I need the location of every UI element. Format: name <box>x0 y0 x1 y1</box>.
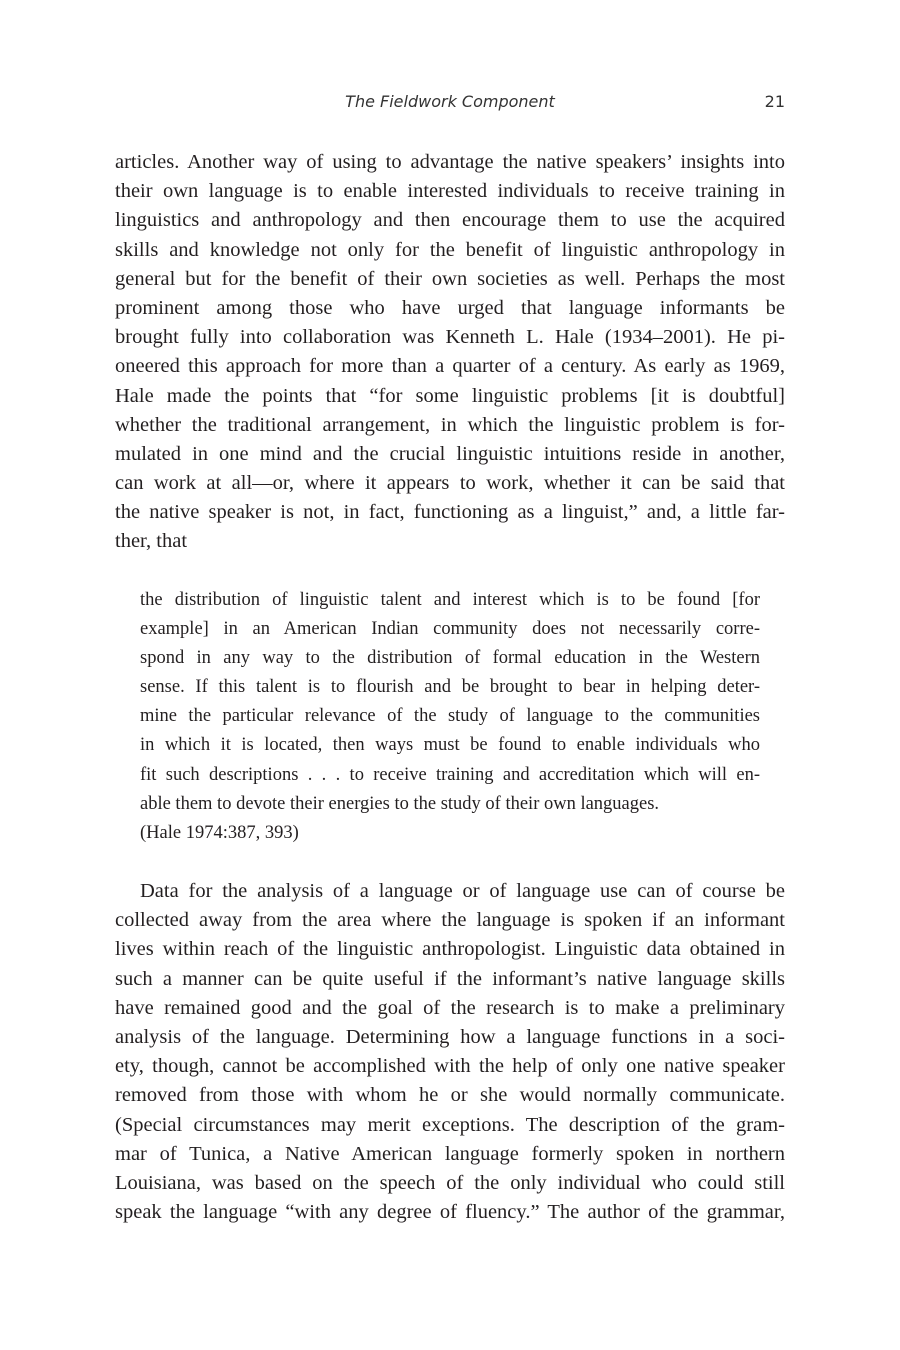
text-line: general but for the benefit of their own societies as well. Perhaps the most <box>115 267 785 290</box>
running-header <box>115 92 785 118</box>
text-line: oneered this approach for more than a quarter of a century. As early as 1969, <box>115 355 785 378</box>
paragraph-2 <box>115 877 785 1227</box>
text-line: lives within reach of the linguistic anthropologist. Linguistic data obtained in <box>115 938 785 961</box>
text-line: skills and knowledge not only for the benefit of linguistic anthropology in <box>115 238 785 261</box>
text-line: such a manner can be quite useful if the informant’s native language skills <box>115 967 785 990</box>
text-line: have remained good and the goal of the research is to make a preliminary <box>115 996 785 1019</box>
text-line: the native speaker is not, in fact, functioning as a linguist,” and, a little far- <box>115 501 785 524</box>
text-line: (Special circumstances may merit exceptions. The description of the gram- <box>115 1113 785 1136</box>
text-line: prominent among those who have urged that language informants be <box>115 296 785 319</box>
text-line: ther, that <box>115 530 188 553</box>
text-line: can work at all—or, where it appears to work, whether it can be said that <box>115 472 785 495</box>
running-title: The Fieldwork Component <box>345 92 555 111</box>
text-line: example] in an American Indian community does not necessarily corre- <box>140 619 760 640</box>
paragraph-1 <box>115 148 785 557</box>
text-line: able them to devote their energies to the study of their own languages. <box>140 793 660 814</box>
text-line: the distribution of linguistic talent and interest which is to be found [for <box>140 590 760 610</box>
text-line: brought fully into collaboration was Kenneth L. Hale (1934–2001). He pi- <box>115 326 785 349</box>
text-line: articles. Another way of using to advantage the native speakers’ insights into <box>115 151 785 173</box>
text-line: spond in any way to the distribution of formal education in the Western <box>140 648 760 669</box>
text-line: Hale made the points that “for some linguistic problems [it is doubtful] <box>115 384 785 407</box>
block-quote <box>140 586 760 848</box>
text-line: linguistics and anthropology and then encourage them to use the acquired <box>115 209 785 232</box>
text-line: Louisiana, was based on the speech of the only individual who could still <box>115 1171 785 1194</box>
text-line: whether the traditional arrangement, in which the linguistic problem is for- <box>115 413 785 436</box>
text-line: mine the particular relevance of the study of language to the communities <box>140 706 760 727</box>
text-line: fit such descriptions . . . to receive training and accreditation which will en- <box>140 764 760 785</box>
text-line: ety, though, cannot be accomplished with the help of only one native speaker <box>115 1055 785 1078</box>
text-line: (Hale 1974:387, 393) <box>140 822 299 843</box>
text-line: mulated in one mind and the crucial linguistic intuitions reside in another, <box>115 442 785 465</box>
text-line: their own language is to enable interested individuals to receive training in <box>115 180 785 203</box>
text-line: sense. If this talent is to flourish and be brought to bear in helping deter- <box>140 677 760 698</box>
text-line: Data for the analysis of a language or of language use can of course be <box>140 880 785 902</box>
text-line: collected away from the area where the language is spoken if an informant <box>115 909 785 932</box>
text-line: analysis of the language. Determining how a language functions in a soci- <box>115 1025 785 1048</box>
text-line: speak the language “with any degree of fluency.” The author of the grammar, <box>115 1201 785 1224</box>
page-number: 21 <box>764 92 785 111</box>
text-line: removed from those with whom he or she would normally communicate. <box>115 1084 785 1107</box>
text-line: in which it is located, then ways must be found to enable individuals who <box>140 735 760 756</box>
text-line: mar of Tunica, a Native American language formerly spoken in northern <box>115 1142 785 1165</box>
